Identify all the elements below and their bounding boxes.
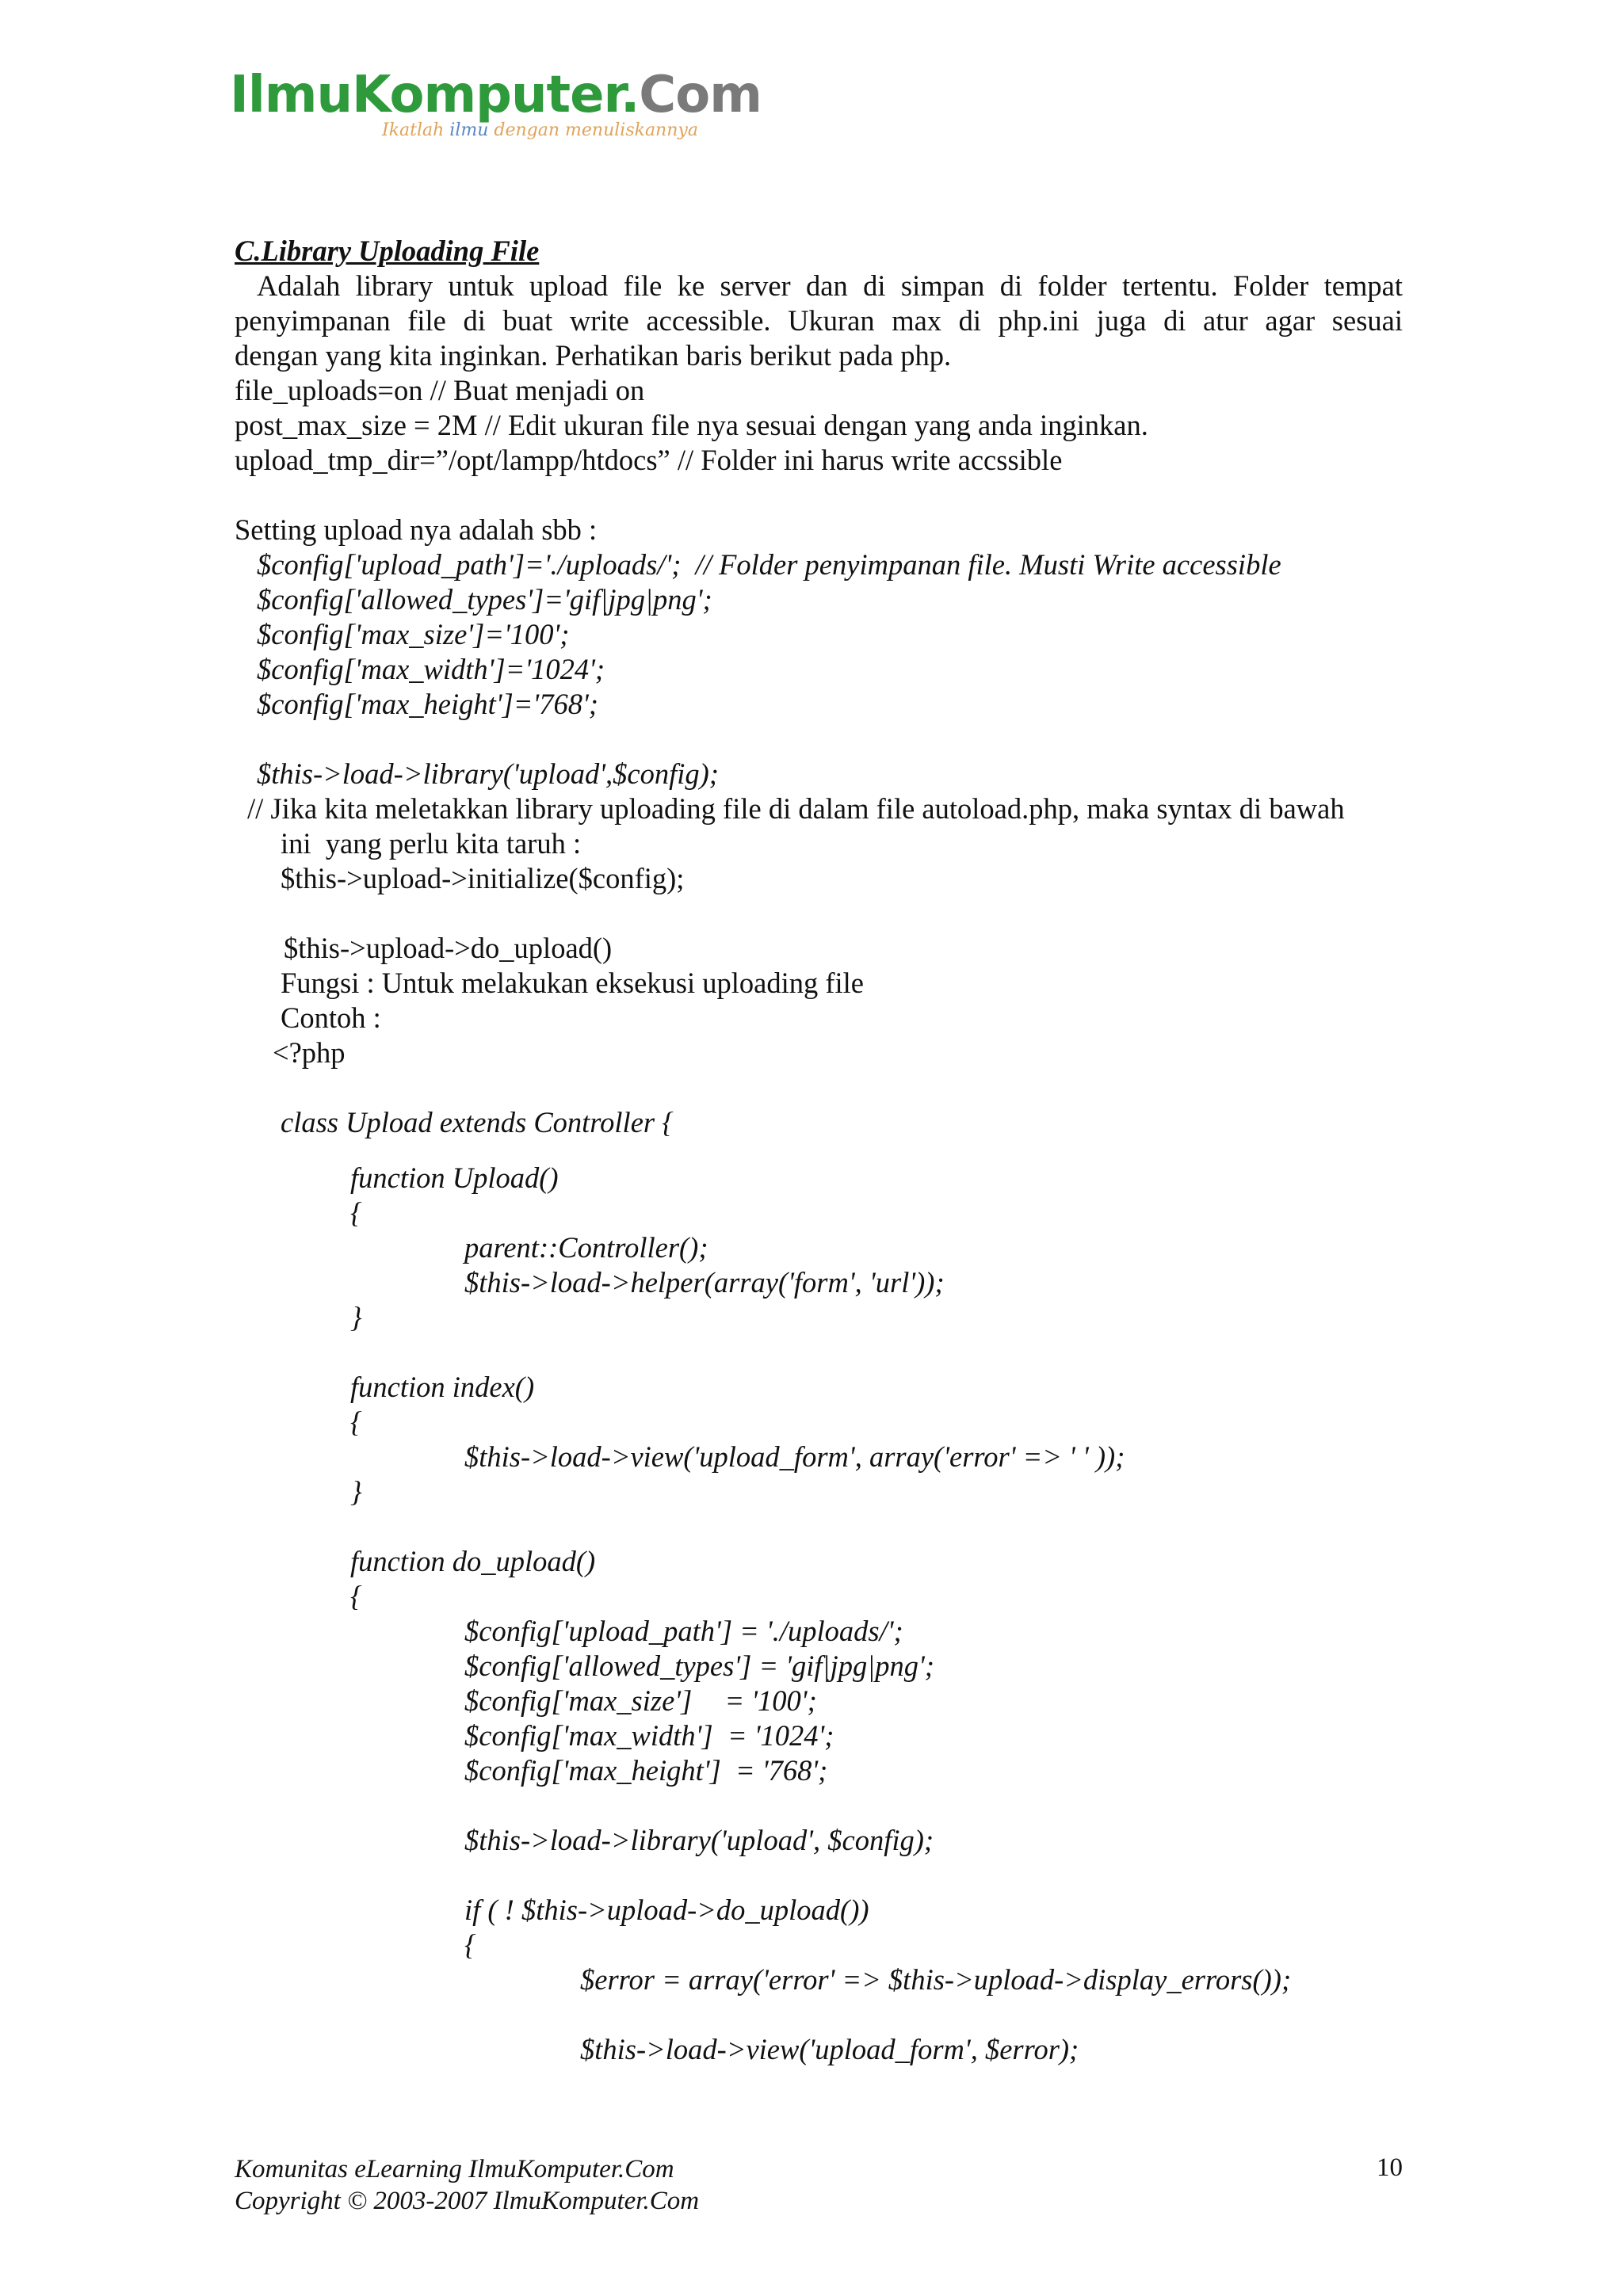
config-line: $config['upload_path']='./uploads/'; // Folder penyimpanan file. Musti Write accessible bbox=[257, 548, 1281, 581]
code-line: { bbox=[350, 1580, 362, 1612]
page-footer bbox=[235, 2153, 1403, 2217]
config-line: $config['max_width']='1024'; bbox=[257, 653, 605, 685]
code-line: $this->load->view('upload_form', array('error' => ' ' )); bbox=[464, 1440, 1125, 1473]
code-line: } bbox=[350, 1475, 362, 1508]
autoload-note: // Jika kita meletakkan library uploading file di dalam file autoload.php, maka syntax di bawah bbox=[247, 792, 1345, 825]
code-line: $config['allowed_types'] = 'gif|jpg|png'; bbox=[464, 1650, 934, 1682]
code-line: { bbox=[350, 1196, 362, 1229]
logo-name: IlmuKomputer bbox=[230, 66, 621, 124]
page-number: 10 bbox=[1377, 2153, 1403, 2182]
code-line: } bbox=[350, 1301, 362, 1333]
section-heading: C.Library Uploading File bbox=[235, 235, 540, 267]
code-line: function do_upload() bbox=[350, 1545, 596, 1577]
code-line: $config['upload_path'] = './uploads/'; bbox=[464, 1615, 903, 1647]
config-line: $config['max_height']='768'; bbox=[257, 688, 598, 720]
load-library-line: $this->load->library('upload',$config); bbox=[257, 757, 719, 790]
code-line: $this->load->library('upload', $config); bbox=[464, 1824, 934, 1856]
fungsi-line: Fungsi : Untuk melakukan eksekusi uploading file bbox=[281, 967, 864, 999]
code-line: $config['max_width'] = '1024'; bbox=[464, 1719, 834, 1752]
contoh-line: Contoh : bbox=[281, 1001, 381, 1034]
logo-wordmark bbox=[230, 67, 762, 124]
setting-intro: Setting upload nya adalah sbb : bbox=[235, 513, 598, 546]
ini-line: post_max_size = 2M // Edit ukuran file nya sesuai dengan yang anda inginkan. bbox=[235, 409, 1148, 441]
paragraph-line: dengan yang kita inginkan. Perhatikan baris berikut pada php. bbox=[235, 339, 952, 372]
code-line: class Upload extends Controller { bbox=[281, 1106, 674, 1138]
code-line: if ( ! $this->upload->do_upload()) bbox=[464, 1894, 869, 1926]
code-line: { bbox=[464, 1928, 476, 1961]
code-line: function index() bbox=[350, 1371, 535, 1403]
site-logo bbox=[231, 67, 762, 140]
code-line: $this->load->view('upload_form', $error); bbox=[580, 2033, 1079, 2065]
logo-dot: . bbox=[620, 66, 640, 124]
code-line: parent::Controller(); bbox=[464, 1231, 708, 1264]
ini-line: upload_tmp_dir=”/opt/lampp/htdocs” // Folder ini harus write accssible bbox=[235, 444, 1063, 476]
footer-line: Copyright © 2003-2007 IlmuKomputer.Com bbox=[235, 2187, 700, 2215]
do-upload-signature: $this->upload->do_upload() bbox=[284, 932, 613, 964]
paragraph-line: Adalah library untuk upload file ke server dan di simpan di folder tertentu. Folder tempat bbox=[257, 269, 1403, 302]
tagline-part: Ikatlah bbox=[382, 120, 450, 140]
tagline-part: dengan menuliskannya bbox=[488, 120, 698, 140]
paragraph-line: penyimpanan file di buat write accessible. Ukuran max di php.ini juga di atur agar sesuai bbox=[235, 304, 1403, 337]
code-line: { bbox=[350, 1405, 362, 1438]
document-body bbox=[235, 234, 1403, 2067]
tagline-part: ilmu bbox=[449, 120, 489, 140]
ini-line: file_uploads=on // Buat menjadi on bbox=[235, 374, 645, 406]
php-open-tag: <?php bbox=[273, 1036, 346, 1069]
footer-line: Komunitas eLearning IlmuKomputer.Com bbox=[235, 2155, 674, 2183]
code-line: $config['max_height'] = '768'; bbox=[464, 1754, 828, 1787]
code-line: $config['max_size'] = '100'; bbox=[464, 1684, 817, 1717]
code-line: $error = array('error' => $this->upload->display_errors()); bbox=[580, 1963, 1292, 1996]
code-line: function Upload() bbox=[350, 1161, 559, 1194]
config-line: $config['allowed_types']='gif|jpg|png'; bbox=[257, 583, 712, 616]
autoload-note: ini yang perlu kita taruh : bbox=[281, 827, 582, 860]
config-line: $config['max_size']='100'; bbox=[257, 618, 570, 650]
logo-com: Com bbox=[639, 66, 762, 124]
code-line: $this->load->helper(array('form', 'url')); bbox=[464, 1266, 945, 1299]
initialize-line: $this->upload->initialize($config); bbox=[281, 862, 685, 894]
